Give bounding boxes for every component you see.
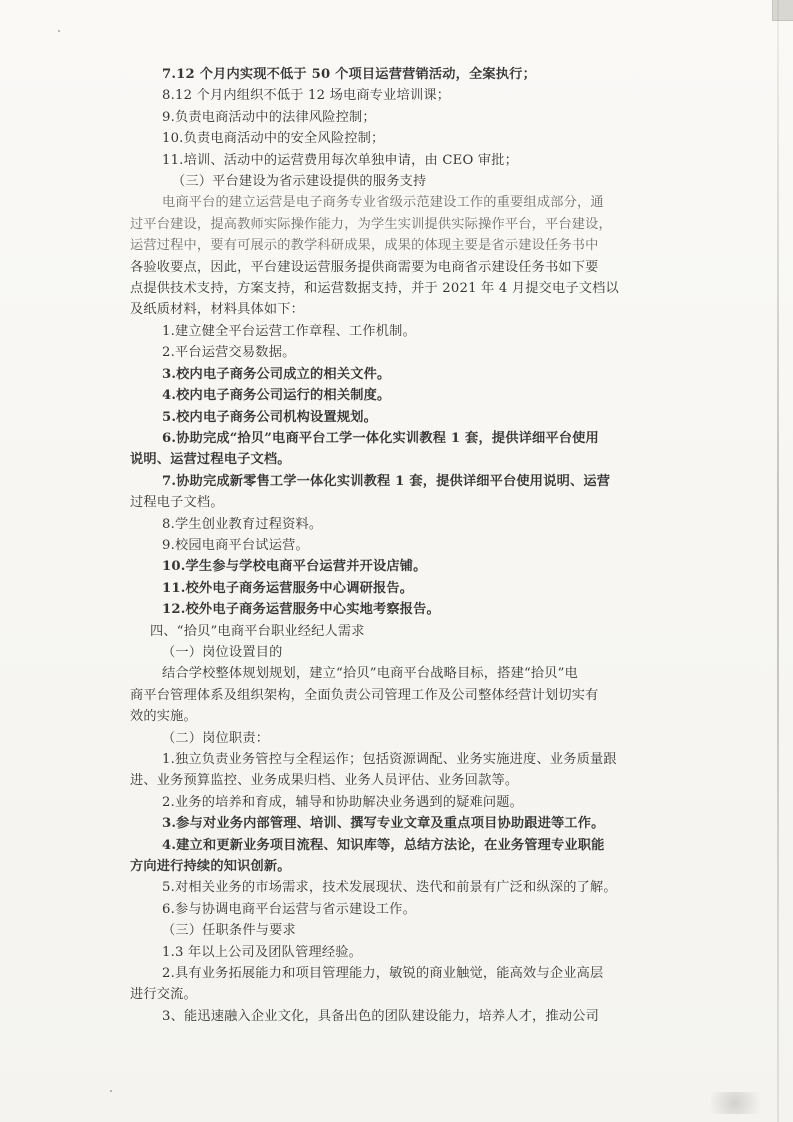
text-line: 进、业务预算监控、业务成果归档、业务人员评估、业务回款等。 (130, 773, 519, 789)
list-item: 5.对相关业务的市场需求，技术发展现状、迭代和前景有广泛和纵深的了解。 (162, 880, 617, 896)
text-line: 效的实施。 (130, 709, 197, 725)
list-item: 7.协助完成新零售工学一体化实训教程 1 套，提供详细平台使用说明、运营 (162, 473, 611, 489)
list-item: 2.具有业务拓展能力和项目管理能力，敏锐的商业触觉，能高效与企业高层 (162, 966, 604, 982)
text-line: 运营过程中，要有可展示的教学科研成果，成果的体现主要是省示建设任务书中 (130, 238, 599, 254)
section-heading: （三）平台建设为省示建设提供的服务支持 (172, 174, 427, 190)
scan-corner-fold (772, 0, 793, 21)
list-item: 10.学生参与学校电商平台运营并开设店铺。 (162, 559, 427, 575)
list-item: 6.协助完成“拾贝”电商平台工学一体化实训教程 1 套，提供详细平台使用 (162, 430, 599, 446)
text-line: 电商平台的建立运营是电子商务专业省级示范建设工作的重要组成部分，通 (162, 195, 604, 211)
text-line: 方向进行持续的知识创新。 (130, 859, 291, 875)
list-item: 4.校内电子商务公司运行的相关制度。 (162, 388, 391, 404)
text-line: 9.负责电商活动中的法律风险控制； (162, 109, 376, 125)
text-line: 各验收要点，因此，平台建设运营服务提供商需要为电商省示建设任务书如下要 (130, 259, 599, 275)
list-item: 8.学生创业教育过程资料。 (162, 516, 323, 532)
text-line: 11.培训、活动中的运营费用每次单独申请，由 CEO 审批； (162, 152, 519, 168)
list-item: 3、能迅速融入企业文化，具备出色的团队建设能力，培养人才，推动公司 (162, 1008, 599, 1024)
list-item: 2.业务的培养和育成，辅导和协助解决业务遇到的疑难问题。 (162, 794, 524, 810)
list-item: 3.校内电子商务公司成立的相关文件。 (162, 366, 391, 382)
section-heading: 四、“拾贝”电商平台职业经纪人需求 (150, 623, 365, 639)
text-line: 过程电子文档。 (130, 495, 224, 511)
subsection-heading: （三）任职条件与要求 (162, 923, 296, 939)
text-line: 说明、运营过程电子文档。 (130, 452, 291, 468)
scan-edge (777, 0, 779, 1122)
list-item: 1.建立健全平台运营工作章程、工作机制。 (162, 323, 416, 339)
text-line: 8.12 个月内组织不低于 12 场电商专业培训课； (162, 88, 451, 104)
text-line: 过平台建设，提高教师实际操作能力，为学生实训提供实际操作平台，平台建设， (130, 216, 612, 232)
scan-smudge (711, 1092, 771, 1114)
text-line: 商平台管理体系及组织架构，全面负责公司管理工作及公司整体经营计划切实有 (130, 687, 599, 703)
document-body (108, 64, 668, 1027)
scan-speck (110, 1090, 112, 1092)
list-item: 5.校内电子商务公司机构设置规划。 (162, 409, 377, 425)
text-line: 点提供技术支持，方案支持，和运营数据支持，并于 2021 年 4 月提交电子文档以 (130, 281, 619, 297)
scan-speck (58, 30, 60, 32)
list-item: 1.3 年以上公司及团队管理经验。 (162, 944, 363, 960)
list-item: 6.参与协调电商平台运营与省示建设工作。 (162, 901, 416, 917)
list-item: 1.独立负责业务管控与全程运作；包括资源调配、业务实施进度、业务质量跟 (162, 752, 617, 767)
list-item: 3.参与对业务内部管理、培训、撰写专业文章及重点项目协助跟进等工作。 (162, 816, 605, 832)
subsection-heading: （一）岗位设置目的 (162, 644, 283, 660)
text-line: 7.12 个月内实现不低于 50 个项目运营营销活动，全案执行； (162, 67, 536, 82)
list-item: 4.建立和更新业务项目流程、知识库等，总结方法论，在业务管理专业职能 (162, 837, 605, 853)
text-line: 10.负责电商活动中的安全风险控制； (162, 131, 385, 147)
text-line: 结合学校整体规划规划，建立“拾贝”电商平台战略目标，搭建“拾贝”电 (162, 666, 579, 682)
subsection-heading: （二）岗位职责： (162, 730, 270, 746)
text-line: 及纸质材料，材料具体如下： (130, 302, 305, 318)
text-line: 进行交流。 (130, 987, 197, 1003)
list-item: 12.校外电子商务运营服务中心实地考察报告。 (162, 602, 440, 618)
list-item: 11.校外电子商务运营服务中心调研报告。 (162, 580, 414, 596)
list-item: 9.校园电商平台试运营。 (162, 537, 309, 553)
list-item: 2.平台运营交易数据。 (162, 345, 296, 361)
